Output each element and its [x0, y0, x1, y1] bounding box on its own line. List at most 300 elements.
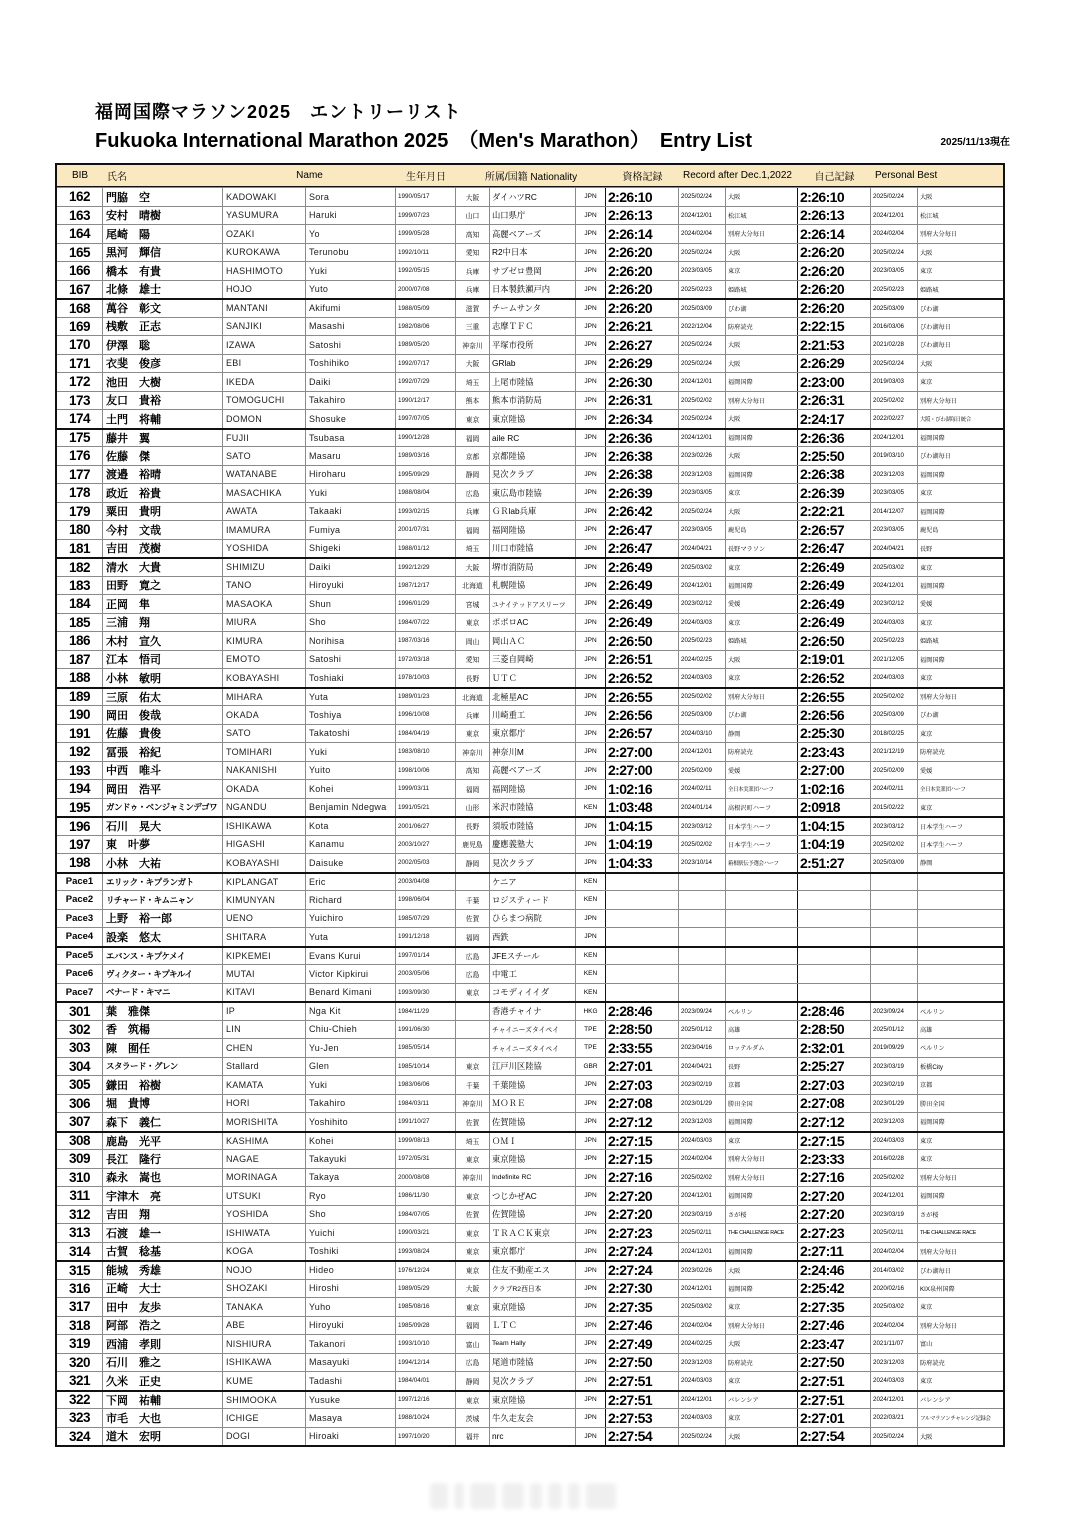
qualifying-date: 2025/02/24 [679, 503, 726, 521]
bib-number: 184 [57, 595, 103, 613]
qualifying-race: 東京 [726, 262, 798, 280]
affiliation: 岡山ＡＣ [490, 632, 576, 650]
personal-best-time: 2:23:43 [798, 743, 871, 761]
personal-best-time: 2:26:10 [798, 188, 871, 206]
athlete-surname: MUTAI [223, 965, 306, 983]
birth-date: 1996/01/29 [396, 595, 456, 613]
personal-best-time: 2:27:12 [798, 1113, 871, 1131]
table-row [57, 317, 1003, 336]
qualifying-race: 福岡国際 [726, 1280, 798, 1298]
qualifying-race: 東京 [726, 614, 798, 632]
personal-best-time: 2:27:11 [798, 1243, 871, 1261]
athlete-surname: TANO [223, 577, 306, 595]
athlete-given-name: Benard Kimani [306, 984, 396, 1002]
header-personal-record: 自己記録 [814, 172, 855, 183]
qualifying-date: 2025/02/24 [679, 188, 726, 206]
athlete-surname: MANTANI [223, 300, 306, 317]
birth-date: 1987/03/16 [396, 632, 456, 650]
qualifying-time: 2:27:20 [606, 1187, 679, 1205]
prefecture: 東京 [456, 1243, 490, 1261]
athlete-name-kanji: 岡田 俊哉 [103, 706, 223, 724]
nationality-code: JPN [576, 410, 606, 428]
nationality-code: JPN [576, 1224, 606, 1242]
entry-table [55, 163, 1005, 1447]
prefecture: 福岡 [456, 430, 490, 447]
qualifying-date: 2024/01/14 [679, 799, 726, 817]
birth-date: 1984/07/22 [396, 614, 456, 632]
personal-best-race: 福岡国際 [920, 508, 945, 516]
birth-date: 1996/10/08 [396, 706, 456, 724]
birth-date: 1997/01/14 [396, 948, 456, 965]
qualifying-race: 福岡国際 [726, 373, 798, 391]
qualifying-date: 2025/03/09 [679, 300, 726, 317]
qualifying-time: 2:27:24 [606, 1243, 679, 1261]
qualifying-race: びわ湖 [726, 300, 798, 317]
qualifying-race: 東京 [726, 1133, 798, 1150]
personal-best-date: 2023/09/24 [871, 1003, 918, 1020]
qualifying-time: 2:26:47 [606, 521, 679, 539]
bib-number: 315 [57, 1262, 103, 1279]
athlete-name-kanji: 能城 秀雄 [103, 1262, 223, 1279]
athlete-given-name: Takayuki [306, 1150, 396, 1168]
affiliation: R2中日本 [490, 244, 576, 262]
athlete-name-kanji: 粟田 貴明 [103, 503, 223, 521]
personal-best-date: 2019/03/10 [871, 447, 918, 465]
athlete-name-kanji: 久米 正史 [103, 1372, 223, 1390]
nationality-code: JPN [576, 430, 606, 447]
qualifying-date: 2025/02/23 [679, 281, 726, 299]
qualifying-date: 2025/02/23 [679, 632, 726, 650]
qualifying-time: 2:27:08 [606, 1095, 679, 1113]
nationality-code: JPN [576, 1113, 606, 1131]
personal-best-time [798, 965, 871, 983]
nationality-code: JPN [576, 484, 606, 502]
affiliation: 千葉陸協 [490, 1076, 576, 1094]
table-row [57, 465, 1003, 484]
table-row [57, 1038, 1003, 1057]
qualifying-date: 2024/12/01 [679, 1392, 726, 1409]
table-row [57, 1186, 1003, 1205]
affiliation: ＭＯＲＥ [490, 1095, 576, 1113]
table-row [57, 428, 1003, 447]
personal-best-date: 2022/02/27 [871, 410, 918, 428]
birth-date: 1988/10/24 [396, 1409, 456, 1427]
personal-best-date: 2023/03/19 [871, 1058, 918, 1076]
athlete-given-name: Yuki [306, 743, 396, 761]
qualifying-time: 2:27:49 [606, 1335, 679, 1353]
qualifying-race: 姫路城 [726, 281, 798, 299]
personal-best-time: 2:26:50 [798, 632, 871, 650]
bib-number: 172 [57, 373, 103, 391]
personal-best-date: 2021/02/28 [871, 336, 918, 354]
personal-best-date: 2025/02/02 [871, 1169, 918, 1187]
personal-best-time: 2:26:49 [798, 595, 871, 613]
personal-best-date: 2025/03/09 [871, 706, 918, 724]
athlete-name-kanji: 下岡 祐輔 [103, 1392, 223, 1409]
personal-best-date: 2025/03/02 [871, 1298, 918, 1316]
table-row [57, 872, 1003, 891]
bib-number: 198 [57, 854, 103, 872]
bib-number: 165 [57, 244, 103, 262]
personal-best-time: 2:26:49 [798, 559, 871, 576]
personal-best-race: THE CHALLENGE RACE [920, 1229, 977, 1236]
qualifying-time: 2:26:39 [606, 484, 679, 502]
affiliation: 佐賀陸協 [490, 1113, 576, 1131]
qualifying-race: 大阪 [726, 447, 798, 465]
personal-best-race: 東京 [920, 268, 933, 276]
bib-number: 162 [57, 188, 103, 206]
personal-best-race: 長野 [920, 545, 933, 553]
qualifying-time: 2:26:14 [606, 225, 679, 243]
athlete-given-name: Yuta [306, 928, 396, 946]
personal-best-time: 2:26:52 [798, 669, 871, 687]
bib-number: 176 [57, 447, 103, 465]
affiliation: 東京陸協 [490, 1298, 576, 1316]
athlete-given-name: Takaya [306, 1169, 396, 1187]
personal-best-race: 別府大分毎日 [920, 397, 958, 405]
qualifying-date: 2023/12/03 [679, 1113, 726, 1131]
nationality-code: TPE [576, 1039, 606, 1057]
qualifying-race: 松江城 [726, 207, 798, 225]
personal-best-date [871, 910, 918, 928]
athlete-given-name: Masayuki [306, 1354, 396, 1372]
athlete-surname: SANJIKI [223, 318, 306, 336]
athlete-surname: KIPKEMEI [223, 948, 306, 965]
personal-best-race: 別府大分毎日 [920, 1322, 958, 1330]
affiliation: 東広島市陸協 [490, 484, 576, 502]
athlete-surname: EBI [223, 355, 306, 373]
table-row [57, 1205, 1003, 1224]
personal-best-race: フルマラソンチャレンジ記録会 [920, 1415, 991, 1422]
personal-best-time [798, 891, 871, 909]
personal-best-time: 2:27:20 [798, 1187, 871, 1205]
personal-best-time: 2:26:14 [798, 225, 871, 243]
athlete-surname: UENO [223, 910, 306, 928]
affiliation: コモディイイダ [490, 984, 576, 1002]
athlete-name-kanji: 阿部 浩之 [103, 1317, 223, 1335]
personal-best-time: 2:25:27 [798, 1058, 871, 1076]
birth-date: 1990/05/17 [396, 188, 456, 206]
nationality-code: JPN [576, 207, 606, 225]
bib-number: 302 [57, 1021, 103, 1039]
athlete-surname: MIHARA [223, 689, 306, 706]
athlete-given-name: Masashi [306, 318, 396, 336]
athlete-surname: CHEN [223, 1039, 306, 1057]
prefecture: 兵庫 [456, 706, 490, 724]
qualifying-time: 2:27:30 [606, 1280, 679, 1298]
prefecture: 広島 [456, 484, 490, 502]
qualifying-time: 2:28:50 [606, 1021, 679, 1039]
personal-best-race: 大阪 [920, 194, 933, 202]
prefecture: 長野 [456, 669, 490, 687]
birth-date: 1997/12/16 [396, 1392, 456, 1409]
athlete-given-name: Yusuke [306, 1392, 396, 1409]
personal-best-date: 2025/02/02 [871, 836, 918, 854]
qualifying-date: 2024/03/03 [679, 614, 726, 632]
affiliation: 高麗ベアーズ [490, 225, 576, 243]
athlete-name-kanji: 上野 裕一郎 [103, 910, 223, 928]
qualifying-date: 2025/02/02 [679, 836, 726, 854]
personal-best-race: ベルリン [920, 1045, 945, 1053]
affiliation: Team Hally [490, 1335, 576, 1353]
header-bib: BIB [71, 170, 89, 181]
athlete-name-kanji: 橋本 有貴 [103, 262, 223, 280]
prefecture: 千葉 [456, 1076, 490, 1094]
personal-best-time: 2:27:08 [798, 1095, 871, 1113]
personal-best-date: 2025/02/24 [871, 188, 918, 206]
prefecture: 東京 [456, 410, 490, 428]
nationality-code: KEN [576, 965, 606, 983]
table-row [57, 1408, 1003, 1427]
birth-date: 1972/03/18 [396, 651, 456, 669]
qualifying-race: 箱根駅伝予選会ハーフ [726, 854, 798, 872]
birth-date: 1993/08/24 [396, 1243, 456, 1261]
bib-number: 303 [57, 1039, 103, 1057]
bib-number: 186 [57, 632, 103, 650]
affiliation: GRlab [490, 355, 576, 373]
athlete-surname: KADOWAKI [223, 188, 306, 206]
personal-best-date: 2025/03/09 [871, 854, 918, 872]
personal-best-race: 富山 [920, 1341, 933, 1349]
birth-date: 1984/04/01 [396, 1372, 456, 1390]
qualifying-time: 2:27:15 [606, 1150, 679, 1168]
bib-number: 193 [57, 762, 103, 780]
athlete-given-name: Takaaki [306, 503, 396, 521]
affiliation: ケニア [490, 874, 576, 891]
nationality-code: JPN [576, 262, 606, 280]
qualifying-race: 東京 [726, 559, 798, 576]
affiliation: 上尾市陸協 [490, 373, 576, 391]
athlete-given-name: Kanamu [306, 836, 396, 854]
athlete-surname: MASAOKA [223, 595, 306, 613]
prefecture: 長野 [456, 818, 490, 835]
qualifying-date: 2023/03/12 [679, 818, 726, 835]
personal-best-time: 2:27:51 [798, 1392, 871, 1409]
prefecture: 岡山 [456, 632, 490, 650]
qualifying-time: 2:26:49 [606, 577, 679, 595]
qualifying-time: 2:26:21 [606, 318, 679, 336]
table-row [57, 261, 1003, 280]
qualifying-time: 2:27:00 [606, 762, 679, 780]
bib-number: 185 [57, 614, 103, 632]
personal-best-date: 2016/03/06 [871, 318, 918, 336]
athlete-surname: OKADA [223, 780, 306, 798]
affiliation: 見次クラブ [490, 1372, 576, 1390]
personal-best-race: 全日本実業団ハーフ [920, 786, 966, 793]
bib-number: 304 [57, 1058, 103, 1076]
qualifying-race: 別府大分毎日 [726, 689, 798, 706]
birth-date: 1999/05/28 [396, 225, 456, 243]
page-title-japanese: 福岡国際マラソン2025 エントリーリスト [95, 102, 462, 122]
nationality-code: JPN [576, 1354, 606, 1372]
nationality-code: JPN [576, 1187, 606, 1205]
qualifying-race: 全日本実業団ハーフ [726, 780, 798, 798]
bib-number: 195 [57, 799, 103, 817]
personal-best-race: 東京 [920, 1138, 933, 1146]
affiliation: 見次クラブ [490, 466, 576, 484]
qualifying-race [726, 891, 798, 909]
personal-best-time: 2:25:30 [798, 725, 871, 743]
bib-number: 170 [57, 336, 103, 354]
personal-best-time: 1:04:19 [798, 836, 871, 854]
prefecture: 佐賀 [456, 1113, 490, 1131]
athlete-name-kanji: ガンドゥ・ベンジャミンデゴワ [103, 799, 223, 817]
athlete-name-kanji: 吉田 茂樹 [103, 540, 223, 558]
affiliation: チャイニーズタイペイ [490, 1021, 576, 1039]
qualifying-date: 2024/12/01 [679, 1243, 726, 1261]
personal-best-race: 福岡国際 [920, 471, 945, 479]
qualifying-date [679, 910, 726, 928]
table-row [57, 668, 1003, 687]
personal-best-date: 2024/12/01 [871, 1392, 918, 1409]
qualifying-date: 2025/01/12 [679, 1021, 726, 1039]
birth-date: 1987/12/17 [396, 577, 456, 595]
athlete-name-kanji: 中西 唯斗 [103, 762, 223, 780]
birth-date: 1997/07/05 [396, 410, 456, 428]
qualifying-race [726, 928, 798, 946]
personal-best-race: 姫路城 [920, 286, 939, 294]
athlete-surname: YOSHIDA [223, 1206, 306, 1224]
qualifying-time: 1:04:33 [606, 854, 679, 872]
qualifying-race: 福岡国際 [726, 577, 798, 595]
personal-best-time: 1:02:16 [798, 780, 871, 798]
personal-best-race: 愛媛 [920, 601, 933, 609]
qualifying-date: 2024/12/01 [679, 743, 726, 761]
affiliation: チャイニーズタイペイ [490, 1039, 576, 1057]
athlete-surname: ISHIKAWA [223, 1354, 306, 1372]
affiliation: 福岡陸協 [490, 521, 576, 539]
bib-number: 310 [57, 1169, 103, 1187]
qualifying-time: 2:27:23 [606, 1224, 679, 1242]
qualifying-time: 2:26:50 [606, 632, 679, 650]
athlete-given-name: Toshihiko [306, 355, 396, 373]
affiliation: 平塚市役所 [490, 336, 576, 354]
prefecture: 北海道 [456, 689, 490, 706]
prefecture: 東京 [456, 984, 490, 1002]
birth-date: 1984/04/19 [396, 725, 456, 743]
bib-number: Pace4 [57, 928, 103, 946]
qualifying-race: びわ湖 [726, 706, 798, 724]
personal-best-race [918, 874, 999, 891]
athlete-surname: SHOZAKI [223, 1280, 306, 1298]
nationality-code: JPN [576, 503, 606, 521]
qualifying-race: 福岡国際 [726, 1113, 798, 1131]
qualifying-date: 2024/04/21 [679, 1058, 726, 1076]
athlete-surname: KIPLANGAT [223, 874, 306, 891]
qualifying-time: 2:26:49 [606, 614, 679, 632]
qualifying-time: 2:26:20 [606, 300, 679, 317]
athlete-surname: KIMUNYAN [223, 891, 306, 909]
qualifying-date: 2025/03/09 [679, 706, 726, 724]
affiliation: ダイハツRC [490, 188, 576, 206]
qualifying-race: 鹿児島 [726, 521, 798, 539]
bib-number: 173 [57, 392, 103, 410]
athlete-given-name: Terunobu [306, 244, 396, 262]
birth-date: 1985/05/14 [396, 1039, 456, 1057]
qualifying-time [606, 965, 679, 983]
nationality-code: JPN [576, 1372, 606, 1390]
athlete-given-name: Victor Kipkirui [306, 965, 396, 983]
personal-best-time: 2:23:00 [798, 373, 871, 391]
athlete-given-name: Satoshi [306, 336, 396, 354]
prefecture: 東京 [456, 725, 490, 743]
table-row [57, 613, 1003, 632]
qualifying-date: 2025/02/02 [679, 689, 726, 706]
bib-number: 174 [57, 410, 103, 428]
affiliation: ＧＲlab兵庫 [490, 503, 576, 521]
birth-date: 1990/03/21 [396, 1224, 456, 1242]
qualifying-time: 2:26:55 [606, 689, 679, 706]
athlete-given-name: Sora [306, 188, 396, 206]
bib-number: 194 [57, 780, 103, 798]
qualifying-date: 2025/02/24 [679, 355, 726, 373]
personal-best-date: 2023/03/05 [871, 262, 918, 280]
bib-number: 171 [57, 355, 103, 373]
personal-best-time: 2:26:47 [798, 540, 871, 558]
athlete-name-kanji: 北條 雄士 [103, 281, 223, 299]
qualifying-race: 別府大分毎日 [726, 1317, 798, 1335]
table-row [57, 964, 1003, 983]
athlete-given-name: Kota [306, 818, 396, 835]
personal-best-race: 松江城 [920, 212, 939, 220]
personal-best-time: 2:27:15 [798, 1133, 871, 1150]
personal-best-date: 2025/03/02 [871, 559, 918, 576]
personal-best-date: 2023/03/05 [871, 521, 918, 539]
athlete-surname: YOSHIDA [223, 540, 306, 558]
affiliation: 東京陸協 [490, 410, 576, 428]
personal-best-time: 2:27:54 [798, 1428, 871, 1446]
athlete-given-name: Yoshihito [306, 1113, 396, 1131]
qualifying-race: 大阪 [726, 244, 798, 262]
qualifying-date: 2024/04/21 [679, 540, 726, 558]
personal-best-race: 鹿児島 [920, 527, 939, 535]
qualifying-time: 2:26:20 [606, 262, 679, 280]
personal-best-race: 福岡国際 [920, 582, 945, 590]
nationality-code: JPN [576, 466, 606, 484]
birth-date: 1978/10/03 [396, 669, 456, 687]
bib-number: 317 [57, 1298, 103, 1316]
qualifying-race: 大阪 [726, 1428, 798, 1446]
prefecture: 東京 [456, 1298, 490, 1316]
qualifying-race: 大阪 [726, 410, 798, 428]
affiliation: 中電工 [490, 965, 576, 983]
nationality-code: JPN [576, 225, 606, 243]
birth-date: 2003/05/06 [396, 965, 456, 983]
athlete-given-name: Yo [306, 225, 396, 243]
qualifying-race: 長野 [726, 1058, 798, 1076]
qualifying-time: 2:26:27 [606, 336, 679, 354]
athlete-given-name: Shosuke [306, 410, 396, 428]
athlete-surname: KUME [223, 1372, 306, 1390]
table-row [57, 779, 1003, 798]
personal-best-date [871, 928, 918, 946]
nationality-code: JPN [576, 928, 606, 946]
prefecture: 静岡 [456, 1372, 490, 1390]
table-row [57, 224, 1003, 243]
athlete-given-name: Toshiaki [306, 669, 396, 687]
personal-best-time: 2:27:50 [798, 1354, 871, 1372]
qualifying-date: 2024/02/25 [679, 651, 726, 669]
table-row [57, 1260, 1003, 1279]
nationality-code: KEN [576, 948, 606, 965]
athlete-surname: TOMOGUCHI [223, 392, 306, 410]
personal-best-time: 2:28:50 [798, 1021, 871, 1039]
nationality-code: JPN [576, 910, 606, 928]
personal-best-date: 2025/02/24 [871, 355, 918, 373]
athlete-surname: SATO [223, 725, 306, 743]
nationality-code: JPN [576, 818, 606, 835]
athlete-surname: KOGA [223, 1243, 306, 1261]
